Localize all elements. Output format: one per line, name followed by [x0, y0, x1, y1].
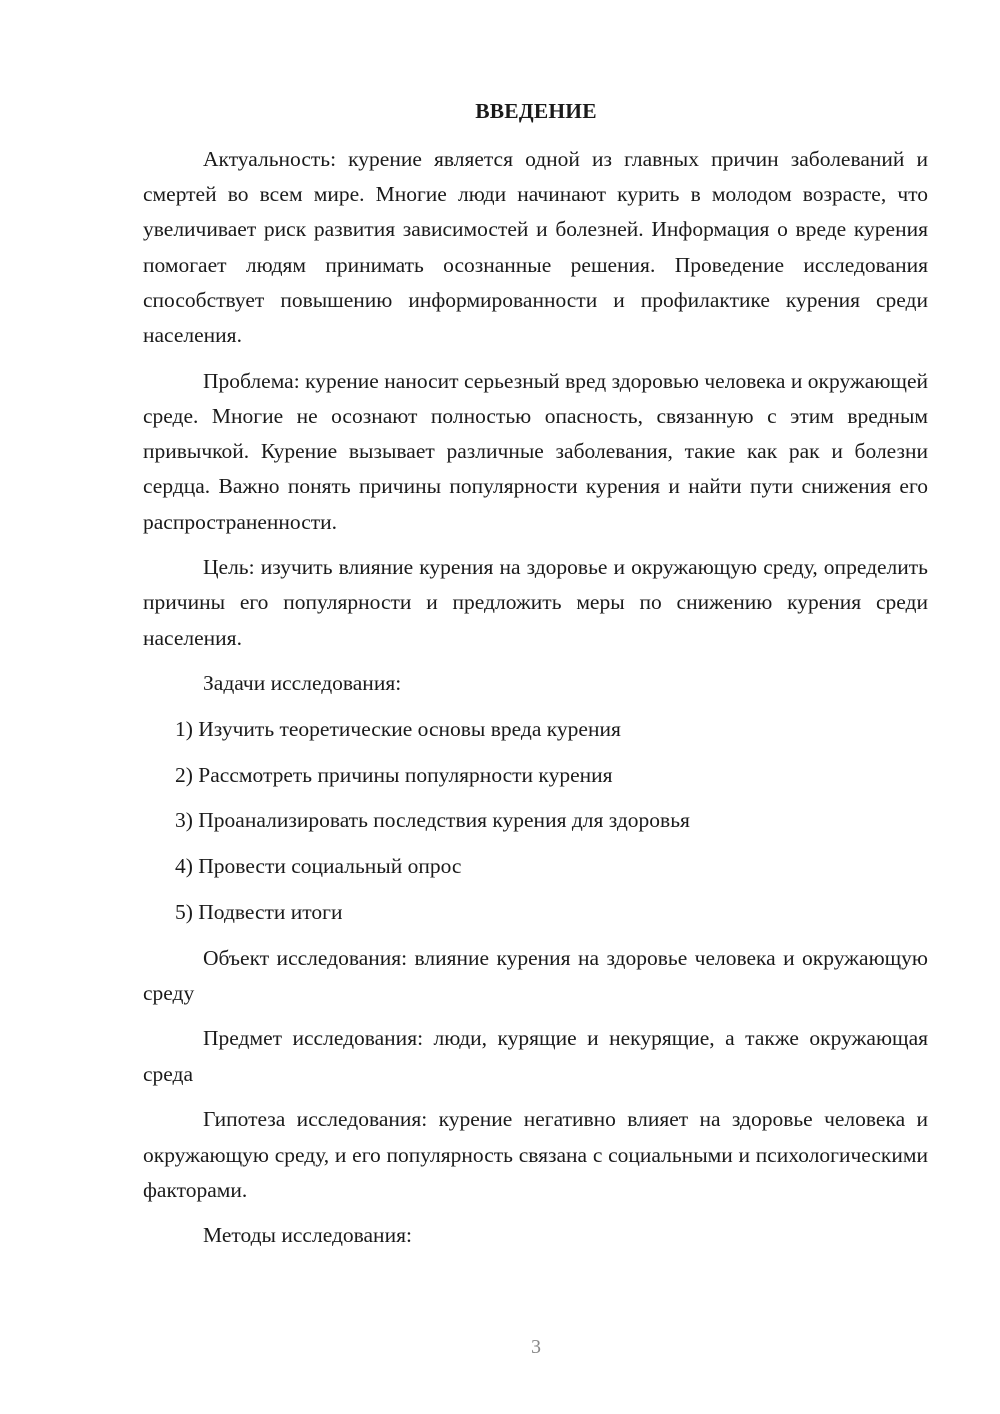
- object-paragraph: Объект исследования: влияние курения на здоровье человека и окружающую среду: [143, 945, 928, 1005]
- list-item: 4) Провести социальный опрос: [175, 854, 462, 879]
- hypothesis-paragraph: Гипотеза исследования: курение негативно влияет на здоровье человека и окружающую среду, и его популярность связана с социальными и психологическими факторами.: [143, 1107, 928, 1202]
- tasks-list: [143, 712, 928, 930]
- list-item: 1) Изучить теоретические основы вреда курения: [175, 717, 621, 742]
- problem-paragraph: Проблема: курение наносит серьезный вред здоровью человека и окружающей среде. Многие не осознают полностью опасность, связанную с этим вредным привычкой. Курение вызывает различные заболевания, такие как рак и болезни сердца. Важно понять причины популярности курения и найти пути снижения его распространенности.: [143, 368, 928, 534]
- page-title: ВВЕДЕНИЕ: [475, 99, 597, 123]
- methods-heading: Методы исследования:: [203, 1223, 412, 1248]
- list-item: 2) Рассмотреть причины популярности курения: [175, 762, 613, 787]
- goal-paragraph: Цель: изучить влияние курения на здоровье и окружающую среду, определить причины его популярности и предложить меры по снижению курения среди населения.: [143, 555, 928, 650]
- relevance-paragraph: Актуальность: курение является одной из главных причин заболеваний и смертей во всем мире. Многие люди начинают курить в молодом возрасте, что увеличивает риск развития зависимостей и болезней. Информация о вреде курения помогает людям принимать осознанные решения. Проведение исследования способствует повышению информированности и профилактике курения среди населения.: [143, 147, 928, 348]
- tasks-heading: Задачи исследования:: [203, 671, 402, 696]
- subject-paragraph: Предмет исследования: люди, курящие и некурящие, а также окружающая среда: [143, 1026, 928, 1086]
- list-item: 3) Проанализировать последствия курения для здоровья: [175, 808, 690, 833]
- page-number: 3: [531, 1336, 541, 1358]
- document-body: [143, 142, 928, 1264]
- list-item: 5) Подвести итоги: [175, 899, 343, 924]
